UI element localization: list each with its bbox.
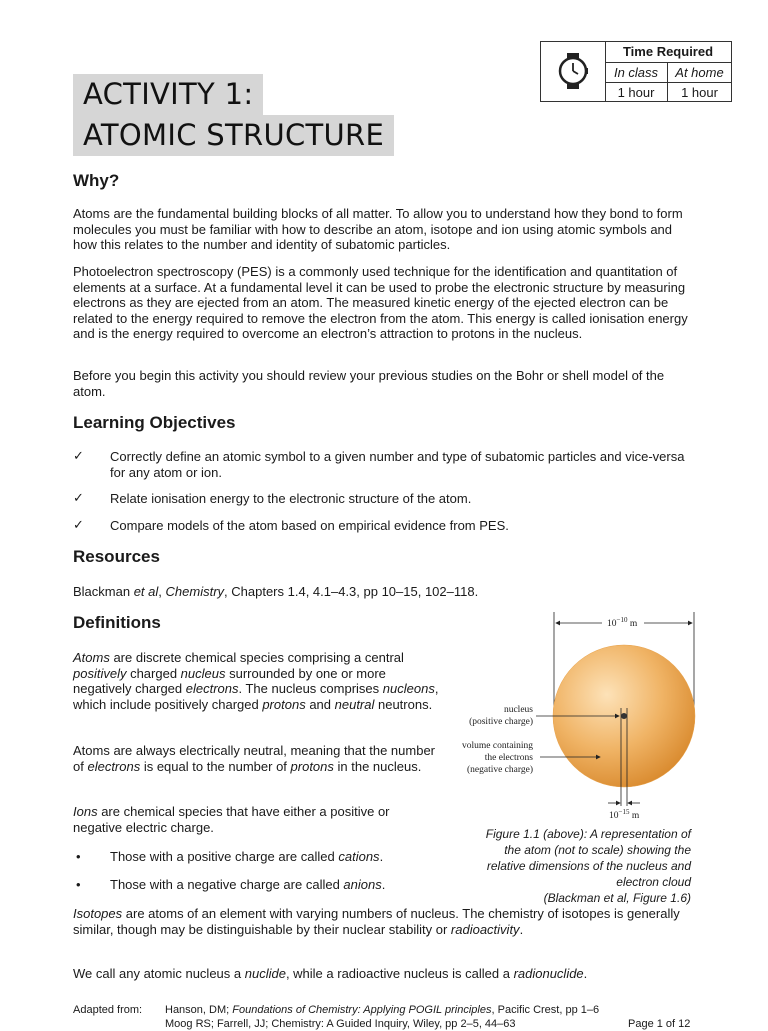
- nucleus-charge-label: (positive charge): [469, 717, 533, 727]
- volume-label-3: (negative charge): [466, 765, 533, 775]
- figure-caption: Figure 1.1 (above): A representation of the atom (not to scale) showing the relative dimensions of the nucleus and electron cloud (Blackman et al, Figure 1.6): [485, 827, 691, 905]
- in-class-value: 1 hour: [605, 83, 668, 102]
- objective-item: Relate ionisation energy to the electronic structure of the atom.: [110, 491, 472, 506]
- cations-item: Those with a positive charge are called cations.: [110, 849, 384, 864]
- nuclide-definition: We call any atomic nucleus a nuclide, while a radioactive nucleus is called a radionuclide.: [73, 966, 588, 981]
- nucleus-dot: [621, 713, 627, 719]
- top-dimension-label: $10^{-10}$ m: [607, 616, 638, 629]
- footer-citation: Hanson, DM; Foundations of Chemistry: Applying POGIL principles, Pacific Crest, pp 1–6 Moog RS; Farrell, JJ; Chemistry: A Guided Inquiry, Wiley, pp 2–5, 44–63: [165, 1004, 600, 1030]
- volume-label-2: the electrons: [484, 753, 533, 763]
- bullet-mark: •: [76, 849, 81, 864]
- at-home-value: 1 hour: [681, 85, 718, 100]
- stopwatch-icon: [541, 42, 606, 101]
- isotopes-definition: Isotopes are atoms of an element with varying numbers of nucleus. The chemistry of isotopes is generally similar, though may be distinguishable by their nuclear stability or radioactivity.: [73, 906, 680, 937]
- resources-heading: Resources: [73, 547, 160, 566]
- neutral-definition: Atoms are always electrically neutral, meaning that the number of electrons is equal to the number of protons in the nucleus.: [73, 743, 436, 774]
- objectives-heading: Learning Objectives: [73, 413, 236, 432]
- check-mark: ✓: [73, 448, 84, 463]
- why-paragraph-2: Photoelectron spectroscopy (PES) is a commonly used technique for the identification and quantitation of elements at a surface. At a fundamental level it can be used to probe the electronic structure by measuring electrons as they are ejected from an atom. The measured kinetic energy of the ejected electron can be related to the energy required to remove the electron from the atom. This energy is called ionisation energy and is the energy required to overcome an electron’s attraction to protons in the nucleus.: [73, 264, 688, 342]
- check-mark: ✓: [73, 517, 84, 532]
- time-required-table: [540, 41, 732, 102]
- volume-label-1: volume containing: [462, 741, 533, 751]
- check-mark: ✓: [73, 490, 84, 505]
- why-paragraph-1: Atoms are the fundamental building blocks of all matter. To allow you to understand how they bond to form molecules you must be familiar with how to describe an atom, isotope and ion using atomic symbols and how this relates to the number and identity of subatomic particles.: [73, 206, 683, 253]
- bottom-dimension-label: $10^{-15}$ m: [609, 808, 640, 821]
- objective-item: Compare models of the atom based on empirical evidence from PES.: [110, 518, 509, 533]
- ions-definition: Ions are chemical species that have either a positive or negative electric charge.: [73, 804, 390, 835]
- anions-item: Those with a negative charge are called anions.: [110, 877, 386, 892]
- footer-label: Adapted from:: [73, 1004, 143, 1016]
- why-heading: Why?: [73, 171, 120, 190]
- resources-citation: Blackman et al, Chemistry, Chapters 1.4, 4.1–4.3, pp 10–15, 102–118.: [73, 584, 479, 599]
- objective-item: Correctly define an atomic symbol to a given number and type of subatomic particles and vice-versa for any atom or ion.: [110, 449, 685, 480]
- bullet-mark: •: [76, 877, 81, 892]
- title-line-2: ATOMIC STRUCTURE: [73, 115, 394, 156]
- time-required-header: Time Required: [605, 42, 731, 63]
- in-class-label: In class: [605, 63, 668, 83]
- definitions-heading: Definitions: [73, 613, 161, 632]
- atom-figure: [450, 610, 700, 825]
- atoms-definition: Atoms are discrete chemical species comprising a central positively charged nucleus surrounded by one or more negatively charged electrons. The nucleus comprises nucleons, which include positively charged protons and neutral neutrons.: [73, 650, 439, 712]
- why-paragraph-3: Before you begin this activity you should review your previous studies on the Bohr or shell model of the atom.: [73, 368, 665, 399]
- nucleus-label: nucleus: [503, 705, 533, 715]
- title-line-1: ACTIVITY 1:: [73, 74, 263, 115]
- page-number: Page 1 of 12: [628, 1018, 691, 1030]
- at-home-label: At home: [668, 63, 731, 83]
